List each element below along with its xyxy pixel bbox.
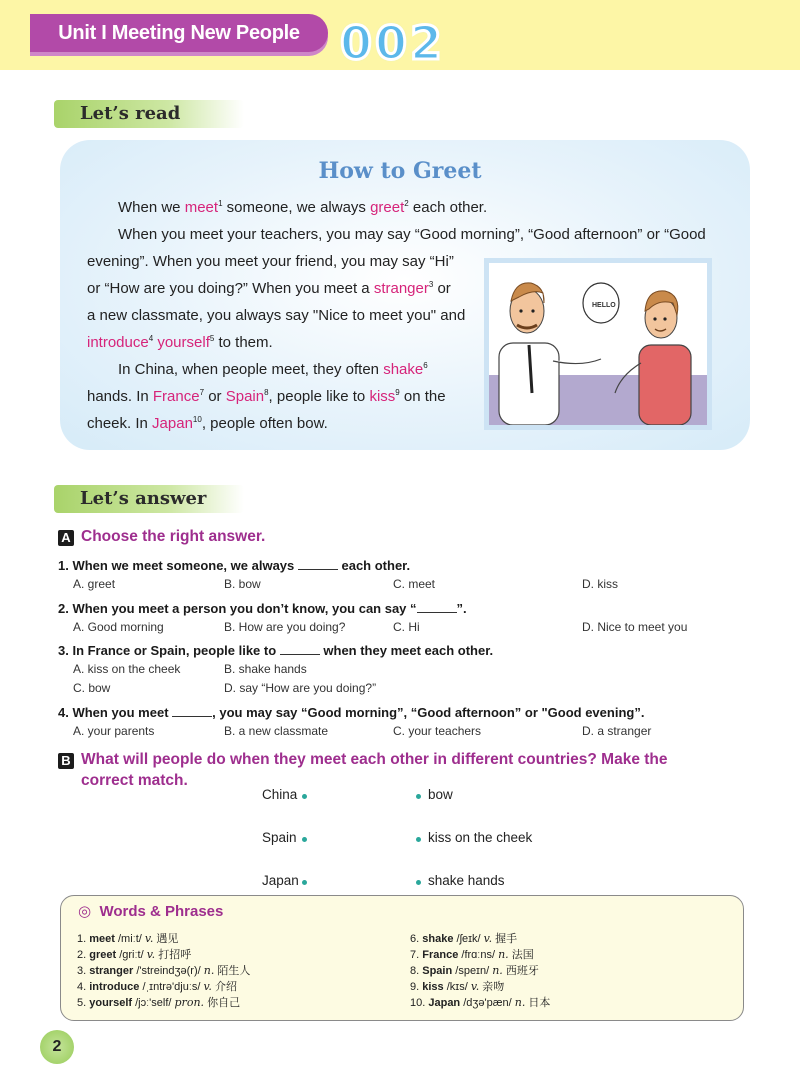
q4-option-d[interactable]: D. a stranger — [582, 724, 652, 738]
match-right-kiss: kiss on the cheek — [428, 830, 533, 845]
word-item: 5. yourself /jɔː'self/ pron. 你自己 — [77, 996, 241, 1009]
answer-blank[interactable] — [280, 642, 320, 655]
part-b-badge: B — [58, 753, 74, 769]
answer-blank[interactable] — [417, 600, 457, 613]
part-b-heading-line-1: What will people do when they meet each other in different countries? Make the — [81, 751, 668, 768]
circle-icon: ◎ — [78, 903, 92, 920]
match-right-bow: bow — [428, 787, 453, 802]
match-left-china: China — [262, 787, 298, 802]
q2-option-c[interactable]: C. Hi — [393, 620, 420, 634]
lets-answer-title: Let’s answer — [54, 485, 244, 513]
q1-option-b[interactable]: B. bow — [224, 577, 261, 591]
match-dot-bow[interactable] — [416, 794, 421, 799]
question-3: 3. In France or Spain, people like to when they meet each other. — [58, 643, 494, 658]
answer-blank[interactable] — [172, 704, 212, 717]
match-dot-kiss[interactable] — [416, 837, 421, 842]
question-1: 1. When we meet someone, we always each other. — [58, 558, 411, 573]
reading-line-7: In China, when people meet, they often shake$^6$ — [118, 361, 428, 378]
question-2: 2. When you meet a person you don’t know, you can say “ ”. — [58, 601, 467, 616]
match-dot-spain[interactable] — [302, 837, 307, 842]
q3-option-c[interactable]: C. bow — [73, 681, 111, 695]
match-dot-shake[interactable] — [416, 880, 421, 885]
reading-line-2: When you meet your teachers, you may say “Good morning”, “Good afternoon” or “Good — [118, 226, 706, 243]
word-item: 4. introduce /ˌɪntrə'djuːs/ v. 介绍 — [77, 980, 237, 993]
word-item: 1. meet /miːt/ v. 遇见 — [77, 932, 179, 945]
word-item: 6. shake /ʃeɪk/ v. 握手 — [410, 932, 518, 945]
word-item: 2. greet /ɡriːt/ v. 打招呼 — [77, 948, 192, 961]
word-item: 3. stranger /'streindʒə(r)/ n. 陌生人 — [77, 964, 251, 977]
answer-blank[interactable] — [298, 557, 338, 570]
match-left-japan: Japan — [262, 873, 299, 888]
words-phrases-title: ◎ Words & Phrases — [78, 903, 224, 920]
match-dot-china[interactable] — [302, 794, 307, 799]
q3-option-d[interactable]: D. say “How are you doing?” — [224, 681, 377, 695]
reading-line-6: introduce$^4$ yourself$^5$ to them. — [87, 334, 273, 351]
word-item: 10. Japan /dʒə'pæn/ n. 日本 — [410, 996, 551, 1009]
reading-line-9: cheek. In Japan$^{10}$, people often bow. — [87, 415, 328, 432]
q1-option-c[interactable]: C. meet — [393, 577, 436, 591]
q1-option-a[interactable]: A. greet — [73, 577, 116, 591]
greeting-illustration — [484, 258, 712, 430]
reading-line-8: hands. In France$^7$ or Spain$^8$, people like to kiss$^9$ on the — [87, 388, 446, 405]
reading-line-4: or “How are you doing?” When you meet a stranger$^3$ or — [87, 280, 451, 297]
q2-option-b[interactable]: B. How are you doing? — [224, 620, 346, 634]
unit-title: Unit I Meeting New People — [30, 14, 328, 52]
lets-read-title: Let’s read — [54, 100, 244, 128]
match-left-spain: Spain — [262, 830, 297, 845]
part-b-heading-line-2: correct match. — [81, 772, 188, 789]
reading-title: How to Greet — [318, 158, 482, 184]
reading-line-5: a new classmate, you always say "Nice to meet you" and — [87, 307, 466, 324]
q4-option-b[interactable]: B. a new classmate — [224, 724, 329, 738]
page-number: 2 — [40, 1030, 74, 1064]
q1-option-d[interactable]: D. kiss — [582, 577, 618, 591]
q3-option-a[interactable]: A. kiss on the cheek — [73, 662, 181, 676]
word-item: 7. France /frɑːns/ n. 法国 — [410, 948, 534, 961]
match-right-shake: shake hands — [428, 873, 505, 888]
word-item: 9. kiss /kɪs/ v. 亲吻 — [410, 980, 505, 993]
part-a-heading: Choose the right answer. — [81, 528, 266, 545]
part-a-badge: A — [58, 530, 74, 546]
reading-line-3: evening”. When you meet your friend, you may say “Hi” — [87, 253, 454, 270]
q4-option-a[interactable]: A. your parents — [73, 724, 155, 738]
reading-line-1: When we meet$^1$ someone, we always greet$^2$ each other. — [118, 199, 488, 216]
q4-option-c[interactable]: C. your teachers — [393, 724, 482, 738]
q2-option-d[interactable]: D. Nice to meet you — [582, 620, 688, 634]
lesson-number: 002 — [340, 16, 446, 70]
word-item: 8. Spain /speɪn/ n. 西班牙 — [410, 964, 539, 977]
q3-option-b[interactable]: B. shake hands — [224, 662, 307, 676]
q2-option-a[interactable]: A. Good morning — [73, 620, 164, 634]
question-4: 4. When you meet , you may say “Good morning”, “Good afternoon” or "Good evening”. — [58, 705, 645, 720]
greeting-illustration-art — [489, 263, 707, 425]
speech-bubble-text: HELLO — [592, 302, 616, 309]
match-dot-japan[interactable] — [302, 880, 307, 885]
